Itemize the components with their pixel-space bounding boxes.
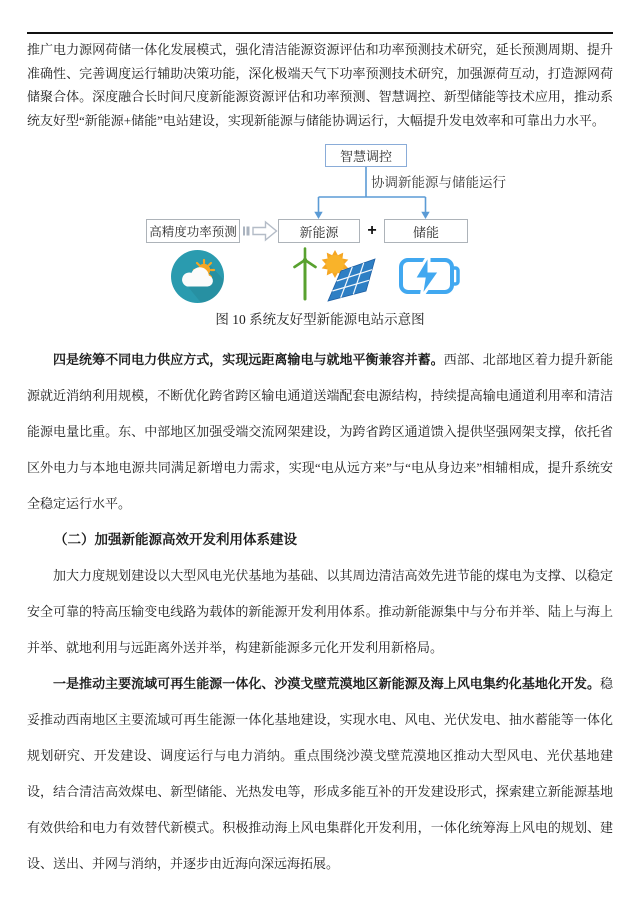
paragraph-bold-lead: 四是统筹不同电力供应方式，实现远距离输电与就地平衡兼容并蓄。 <box>53 352 444 367</box>
figure-caption: 图 10 系统友好型新能源电站示意图 <box>215 312 425 327</box>
wind-turbine-and-solar-panel-icon <box>278 247 378 305</box>
battery-lightning-icon <box>398 253 462 299</box>
paragraph-body-text: 西部、北部地区着力提升新能源就近消纳利用规模，不断优化跨省跨区输电通道送端配套电源结构，持续提高输电通道利用率和清洁能源电量比重。东、中部地区加强受端交流网架建设，为跨省跨区通道馈入提供坚强网架支撑，依托省区外电力与本地电源共同满足新增电力需求，实现“电从远方来”与“电从身边来”相辅相成，提升系统安全稳定运行水平。 <box>27 352 613 511</box>
coordination-label: 协调新能源与储能运行 <box>371 175 506 190</box>
striped-right-arrow-icon <box>243 220 278 242</box>
paragraph-power-supply-modes <box>27 342 613 522</box>
node-storage: 储能 <box>384 219 468 243</box>
weather-forecast-icon <box>170 249 225 304</box>
section-heading-2: （二）加强新能源高效开发利用体系建设 <box>54 532 297 547</box>
node-power-forecast: 高精度功率预测 <box>146 219 240 243</box>
page-top-rule <box>27 32 613 34</box>
node-new-energy: 新能源 <box>278 219 360 243</box>
figure-system-friendly-station-diagram <box>0 140 640 308</box>
paragraph-development-system: 加大力度规划建设以大型风电光伏基地为基础、以其周边清洁高效先进节能的煤电为支撑、以稳定安全可靠的特高压输变电线路为载体的新能源开发利用体系。推动新能源集中与分布并举、陆上与海上并举、就地利用与远距离外送并举，构建新能源多元化开发利用新格局。 <box>27 568 613 655</box>
paragraph-body-text: 稳妥推动西南地区主要流域可再生能源一体化基地建设，实现水电、风电、光伏发电、抽水蓄能等一体化规划研究、开发建设、调度运行与电力消纳。重点围绕沙漠戈壁荒漠地区推动大型风电、光伏基地建设，结合清洁高效煤电、新型储能、光热发电等，形成多能互补的开发建设形式，探索建立新能源基地有效供给和电力有效替代新模式。积极推动海上风电集群化开发利用，一体化统筹海上风电的规划、建设、送出、并网与消纳，并逐步由近海向深远海拓展。 <box>27 676 613 871</box>
plus-sign: + <box>367 222 377 239</box>
node-smart-dispatch: 智慧调控 <box>325 144 407 167</box>
paragraph-source-grid-load-storage: 推广电力源网荷储一体化发展模式，强化清洁能源资源评估和功率预测技术研究，延长预测周期、提升准确性、完善调度运行辅助决策功能，深化极端天气下功率预测技术研究，加强源荷互动，打造源网荷储聚合体。深度融合长时间尺度新能源资源评估和功率预测、智慧调控、新型储能等技术应用，推动系统友好型“新能源+储能”电站建设，实现新能源与储能协调运行，大幅提升发电效率和可靠出力水平。 <box>27 42 613 128</box>
paragraph-bold-lead: 一是推动主要流域可再生能源一体化、沙漠戈壁荒漠地区新能源及海上风电集约化基地化开发。 <box>53 676 600 691</box>
paragraph-base-development <box>27 666 613 882</box>
